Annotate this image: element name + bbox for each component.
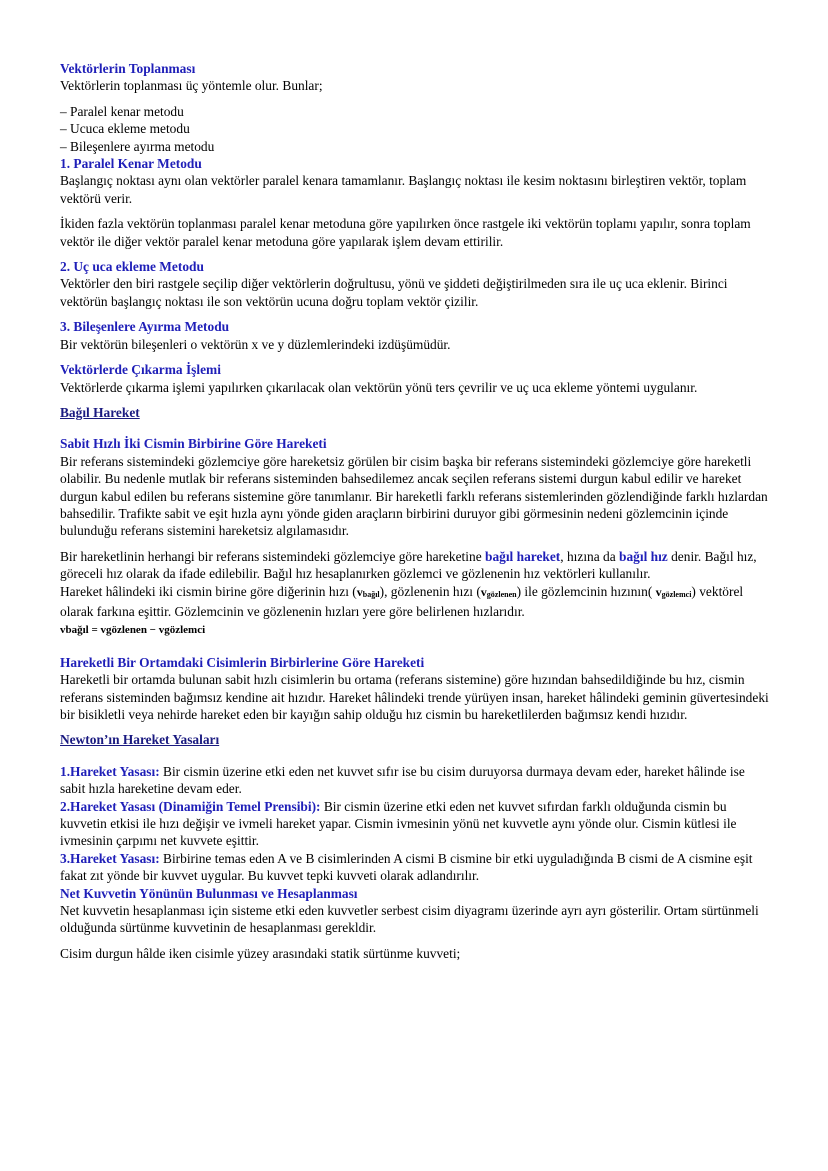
text-run: ) vektörel olarak farkına eşittir. Gözlemcinin ve gözlenenin hızları yere göre belirlenen hızlarıdır. [60,583,744,619]
paragraph: Cisim durgun hâlde iken cisimle yüzey arasındaki statik sürtünme kuvveti; [60,945,461,961]
paragraph-first-law [60,763,772,798]
paragraph: Vektörler den biri rastgele seçilip diğer vektörlerin doğrultusu, yönü ve şiddeti değiştirilmeden sıra ile uç uca eklenir. Birinci vektörün başlangıç noktası ile son vektörün ucuna doğru toplam vektör çizilir. [60,276,728,309]
term-relative-velocity: bağıl hız [619,548,668,564]
subscript: gözlenen [486,589,517,599]
text-run: Hareket hâlindeki iki cismin birine göre diğerinin hızı ( [60,583,357,599]
paragraph: Başlangıç noktası aynı olan vektörler paralel kenara tamamlanır. Başlangıç noktası ile kesim noktasını birleştiren vektör, toplam vektörü verir. [60,173,747,206]
list-item: – Ucuca ekleme metodu [60,121,190,137]
first-law-label: 1.Hareket Yasası: [60,763,160,779]
text-run: Bir cismin üzerine etki eden net kuvvet sıfır ise bu cisim duruyorsa durmaya devam eder, hareket hâlinde ise sabit hızla hareketine devam eder. [60,763,745,797]
heading-net-force: Net Kuvvetin Yönünün Bulunması ve Hesaplanması [60,885,358,901]
third-law-label: 3.Hareket Yasası: [60,850,160,866]
paragraph: İkiden fazla vektörün toplanması paralel kenar metoduna göre yapılırken önce rastgele iki vektörün toplamı yapılır, sonra toplam vektör ile diğer vektör paralel kenar metoduna göre yapılarak işlem devam ettirilir. [60,216,751,249]
symbol-v: v [655,584,662,599]
paragraph-intro: Vektörlerin toplanması üç yöntemle olur. Bunlar; [60,78,323,94]
text-run: ) ile gözlemcinin hızının( [516,583,656,599]
paragraph-second-law-cont: ivmesinin çarpımı net kuvvete eşittir. [60,833,259,849]
heading-relative-motion: Bağıl Hareket [60,404,140,420]
paragraph: Bir referans sistemindeki gözlemciye göre hareketsiz görülen bir cisim başka bir referans sistemindeki gözlemciye göre hareketli olabilir. Bu nedenle mutlak bir referans sisteminden bahsedilemez ancak seçilen referans sistemi durgun kabul edilir ve hareket durgun kabul edilen bu referans sistemine göre tanımlanır. Bir hareketli farklı referans sistemlerinden gözlendiğinde farklı hızlardan bahsedilir. Trafikte sabit ve eşit hızla aynı yönde giden araçların birbirini duruyor gibi görmesinin nedeni gözlemcinin içinde bulunduğu referans sistemini hareketsiz algılamasıdır. [60,453,768,539]
symbol-v: v [480,584,487,599]
heading-vector-subtraction: Vektörlerde Çıkarma İşlemi [60,362,221,378]
heading-components-method: 3. Bileşenlere Ayırma Metodu [60,319,230,335]
document-page [60,60,772,962]
subscript: gözlemci [661,589,692,599]
paragraph: Hareketli bir ortamda bulunan sabit hızlı cisimlerin bu ortama (referans sistemine) göre hızından bahsedildiğinde bu hız, cismin referans sisteminden bağımsız kendine ait hızıdır. Hareket hâlindeki trende yürüyen insan, hareket hâlindeki geminin güvertesindeki bir bisikletli veya nehirde hareket eden bir kayığın sahip olduğu hız cismin bu hareketlilerden bağımsız kendi hızıdır. [60,672,769,722]
text-run: Birbirine temas eden A ve B cisimlerinden A cismi B cismine bir etki uyguladığında B cismi de A cismine eşit fakat zıt yönde bir kuvvet uygular. Bu kuvvet tepki kuvveti olarak adlandırılır. [60,850,753,884]
text-run: Bir hareketlinin herhangi bir referans sistemindeki gözlemciye göre hareketine [60,548,485,564]
heading-constant-velocity-bodies: Sabit Hızlı İki Cismin Birbirine Göre Hareketi [60,436,327,452]
heading-tip-to-tail-method: 2. Uç uca ekleme Metodu [60,259,204,275]
paragraph: Net kuvvetin hesaplanması için sisteme etki eden kuvvetler serbest cisim diyagramı üzerinde ayrı ayrı gösterilir. Ortam sürtünmeli olduğunda sürtünme kuvvetinin de hesaplanması gerekldir. [60,903,759,936]
relative-velocity-formula: vbağıl = vgözlenen − vgözlemci [60,624,206,637]
heading-moving-medium: Hareketli Bir Ortamdaki Cisimlerin Birbirlerine Göre Hareketi [60,654,425,670]
paragraph-third-law [60,850,772,885]
heading-parallelogram-method: 1. Paralel Kenar Metodu [60,156,202,172]
paragraph: Bir vektörün bileşenleri o vektörün x ve y düzlemlerindeki izdüşümüdür. [60,336,451,352]
paragraph-relative-velocity-formula-text [60,583,772,621]
method-list [60,103,772,155]
list-item: – Bileşenlere ayırma metodu [60,138,215,154]
heading-newton-laws: Newton’ın Hareket Yasaları [60,732,220,748]
list-item: – Paralel kenar metodu [60,103,184,119]
paragraph: Vektörlerde çıkarma işlemi yapılırken çıkarılacak olan vektörün yönü ters çevrilir ve uç uca ekleme yöntemi uygulanır. [60,379,698,395]
text-run: ), gözlenenin hızı ( [379,583,481,599]
subscript: bağıl [362,589,380,599]
term-relative-motion: bağıl hareket [485,548,561,564]
paragraph-relative-velocity-definition [60,548,772,583]
heading-vector-addition: Vektörlerin Toplanması [60,61,196,76]
text-run: denir. Bağıl hız, göreceli hız olarak da ifade edilebilir. Bağıl hız hesaplanırken gözlemci ve gözlenenin hız vektörleri kullanılır. [60,548,757,582]
text-run: Bir cismin üzerine etki eden net kuvvet sıfırdan farklı olduğunda cismin bu kuvvetin etkisi ile hızı değişir ve ivmeli hareket yapar. Cismin ivmesinin yönü net kuvvetle aynı yönde olur. Cismin kütlesi ile [60,798,737,832]
text-run: , hızına da [560,548,620,564]
paragraph-second-law [60,798,772,833]
symbol-v: v [356,584,363,599]
second-law-label: 2.Hareket Yasası (Dinamiğin Temel Prensibi): [60,798,321,814]
